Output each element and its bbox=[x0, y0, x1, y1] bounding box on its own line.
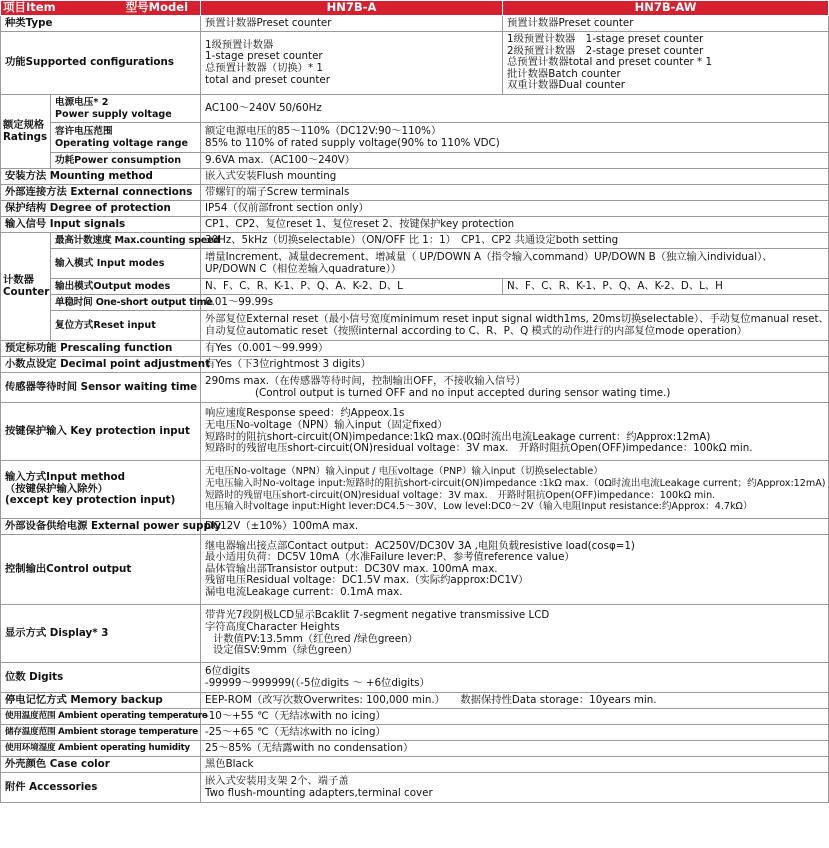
row-label: 安装方法 Mounting method bbox=[1, 169, 201, 185]
row-value: 6位digits -99999～999999(（-5位digits ～ +6位digits） bbox=[201, 663, 829, 693]
row-accessories bbox=[1, 773, 829, 803]
row-label: 传感器等待时间 Sensor waiting time bbox=[1, 373, 201, 403]
row-input-modes bbox=[1, 249, 829, 279]
row-label: 电源电压* 2 Power supply voltage bbox=[51, 95, 201, 123]
row-label: 输出模式Output modes bbox=[51, 279, 201, 295]
row-label: 按键保护输入 Key protection input bbox=[1, 403, 201, 461]
row-value: 黑色Black bbox=[201, 757, 829, 773]
row-counting-speed bbox=[1, 233, 829, 249]
row-label: 单稳时间 One-short output time bbox=[51, 295, 201, 311]
row-label: 附件 Accessories bbox=[1, 773, 201, 803]
row-external-power bbox=[1, 519, 829, 535]
row-value: 带螺钉的端子Screw terminals bbox=[201, 185, 829, 201]
value-a: 预置计数器Preset counter bbox=[201, 16, 503, 32]
row-display bbox=[1, 605, 829, 663]
row-label: 外部连接方法 External connections bbox=[1, 185, 201, 201]
row-value: 9.6VA max.（AC100～240V） bbox=[201, 153, 829, 169]
row-label: 最高计数速度 Max.counting speed bbox=[51, 233, 201, 249]
row-reset-input bbox=[1, 311, 829, 341]
row-label: 输入信号 Input signals bbox=[1, 217, 201, 233]
row-value: 无电压No-voltage（NPN）输入input / 电压voltage（PNP）输入input（切换selectable） 无电压输入时No-voltage input:短路时的阻抗short-circuit(ON)impedance :1kΩ max.（0Ω时流出电流Leakage current；约Approx:12mA) 短路时的残留电压short-circuit(ON)residual voltage：3V max. 开路时阻抗Open(OFF)impedance：100kΩ min. 电压输入时voltage input:Hight lever:DC4.5～30V、Low level:DC0～2V（输入电阻Input resistance:约Approx：4.7kΩ） bbox=[201, 461, 829, 519]
row-input-signals bbox=[1, 217, 829, 233]
row-label: 保护结构 Degree of protection bbox=[1, 201, 201, 217]
row-value: IP54（仅前部front section only） bbox=[201, 201, 829, 217]
row-label: 储存温度范围 Ambient storage temperature bbox=[1, 725, 201, 741]
row-label: 外部设备供给电源 External power supply bbox=[1, 519, 201, 535]
row-memory bbox=[1, 693, 829, 709]
row-label: 容许电压范围 Operating voltage range bbox=[51, 123, 201, 153]
row-storage-temp bbox=[1, 725, 829, 741]
value-aw: N、F、C、R、K-1、P、Q、A、K-2、D、L、H bbox=[503, 279, 829, 295]
row-output-modes bbox=[1, 279, 829, 295]
row-value: 嵌入式安装用支架 2个、端子盖 Two flush-mounting adapters,terminal cover bbox=[201, 773, 829, 803]
row-value: 响应速度Response speed：约Appeox.1s 无电压No-voltage（NPN）输入input（固定fixed） 短路时的阻抗short-circuit(ON)impedance:1kΩ max.(0Ω时流出电流Leakage current：约Approx:12mA) 短路时的残留电压short-circuit(ON)residual voltage：3V max. 开路时阻抗Open(OFF)impedance：100kΩ min. bbox=[201, 403, 829, 461]
header-item: 项目Item bbox=[3, 0, 56, 15]
row-label: 功耗Power consumption bbox=[51, 153, 201, 169]
row-value: 嵌入式安装Flush mounting bbox=[201, 169, 829, 185]
row-value: -10～+55 ℃（无结冰with no icing） bbox=[201, 709, 829, 725]
row-value: 30Hz、5kHz（切换selectable）（ON/OFF 比 1：1） CP1、CP2 共通设定both setting bbox=[201, 233, 829, 249]
row-supply-voltage bbox=[1, 95, 829, 123]
row-operating-temp bbox=[1, 709, 829, 725]
row-sensor bbox=[1, 373, 829, 403]
row-label: 输入模式 Input modes bbox=[51, 249, 201, 279]
row-mounting bbox=[1, 169, 829, 185]
row-value: 25～85%（无结露with no condensation） bbox=[201, 741, 829, 757]
value-a: N、F、C、R、K-1、P、Q、A、K-2、D、L bbox=[201, 279, 503, 295]
row-label: 小数点设定 Decimal point adjustment bbox=[1, 357, 201, 373]
row-value: 继电器输出接点部Contact output：AC250V/DC30V 3A ,电阻负载resistive load(cosφ=1) 最小适用负荷：DC5V 10mA（水准Failure lever:P、参考值reference value） 晶体管输出部Transistor output：DC30V max. 100mA max. 残留电压Residual voltage：DC1.5V max.（实际约approx:DC1V） 漏电电流Leakage current：0.1mA max. bbox=[201, 535, 829, 605]
header-col-a: HN7B-A bbox=[201, 1, 503, 16]
row-external bbox=[1, 185, 829, 201]
row-type bbox=[1, 16, 829, 32]
row-decimal bbox=[1, 357, 829, 373]
row-humidity bbox=[1, 741, 829, 757]
row-value: EEP-ROM（改写次数Overwrites: 100,000 min.） 数据保持性Data storage：10years min. bbox=[201, 693, 829, 709]
row-oneshot bbox=[1, 295, 829, 311]
row-power-consumption bbox=[1, 153, 829, 169]
row-label: 使用环境湿度 Ambient operating humidity bbox=[1, 741, 201, 757]
row-label: 位数 Digits bbox=[1, 663, 201, 693]
row-value: 带背光7段阴极LCD显示Bcaklit 7-segment negative transmissive LCD 字符高度Character Heights 计数值PV:13.5mm（红色red /绿色green） 设定值SV:9mm（绿色green） bbox=[201, 605, 829, 663]
row-label: 功能Supported configurations bbox=[1, 32, 201, 95]
row-value: CP1、CP2、复位reset 1、复位reset 2、按键保护key protection bbox=[201, 217, 829, 233]
header-item-model bbox=[1, 1, 201, 16]
row-label: 预定标功能 Prescaling function bbox=[1, 341, 201, 357]
row-configs bbox=[1, 32, 829, 95]
row-digits bbox=[1, 663, 829, 693]
ratings-label: 额定规格 Ratings bbox=[1, 95, 51, 169]
table-header-row bbox=[1, 1, 829, 16]
row-value: 外部复位External reset（最小信号宽度minimum reset input signal width1ms, 20ms切换selectable）、手动复位manual reset、 自动复位automatic reset（按照internal according to C、R、P、Q 模式的动作进行的内部复位mode operation） bbox=[201, 311, 829, 341]
row-label: 显示方式 Display* 3 bbox=[1, 605, 201, 663]
header-col-aw: HN7B-AW bbox=[503, 1, 829, 16]
value-aw: 1级预置计数器 1-stage preset counter 2级预置计数器 2-stage preset counter 总预置计数器total and preset counter * 1 批计数器Batch counter 双重计数器Dual counter bbox=[503, 32, 829, 95]
row-value: 有Yes（0.001～99.999） bbox=[201, 341, 829, 357]
row-label: 复位方式Reset input bbox=[51, 311, 201, 341]
row-control-output bbox=[1, 535, 829, 605]
row-value: DC12V（±10%）100mA max. bbox=[201, 519, 829, 535]
counter-label: 计数器 Counter bbox=[1, 233, 51, 341]
row-value: 额定电源电压的85～110%（DC12V:90～110%） 85% to 110% of rated supply voltage(90% to 110% VDC) bbox=[201, 123, 829, 153]
row-label: 外壳颜色 Case color bbox=[1, 757, 201, 773]
row-value: 有Yes（下3位rightmost 3 digits） bbox=[201, 357, 829, 373]
row-value: AC100～240V 50/60Hz bbox=[201, 95, 829, 123]
row-label: 种类Type bbox=[1, 16, 201, 32]
row-label: 控制输出Control output bbox=[1, 535, 201, 605]
row-value: -25～+65 ℃（无结冰with no icing） bbox=[201, 725, 829, 741]
header-model: 型号Model bbox=[125, 0, 189, 15]
row-prescaling bbox=[1, 341, 829, 357]
row-label: 停电记忆方式 Memory backup bbox=[1, 693, 201, 709]
value-aw: 预置计数器Preset counter bbox=[503, 16, 829, 32]
row-input-method bbox=[1, 461, 829, 519]
row-voltage-range bbox=[1, 123, 829, 153]
row-protection bbox=[1, 201, 829, 217]
row-label: 使用温度范围 Ambient operating temperature bbox=[1, 709, 201, 725]
value-a: 1级预置计数器 1-stage preset counter 总预置计数器（切换）* 1 total and preset counter bbox=[201, 32, 503, 95]
row-label: 输入方式Input method （按键保护输入除外） (except key protection input) bbox=[1, 461, 201, 519]
row-value: 0.01～99.99s bbox=[201, 295, 829, 311]
row-key-protection bbox=[1, 403, 829, 461]
row-value: 290ms max.（在传感器等待时间，控制输出OFF，不接收输入信号） (Control output is turned OFF and no input accepted during sensor wating time.) bbox=[201, 373, 829, 403]
row-value: 增量Increment、减量decrement、增减量（ UP/DOWN A（指令输入command）UP/DOWN B（独立输入individual）、 UP/DOWN C（相位差输入quadrature）） bbox=[201, 249, 829, 279]
row-case-color bbox=[1, 757, 829, 773]
